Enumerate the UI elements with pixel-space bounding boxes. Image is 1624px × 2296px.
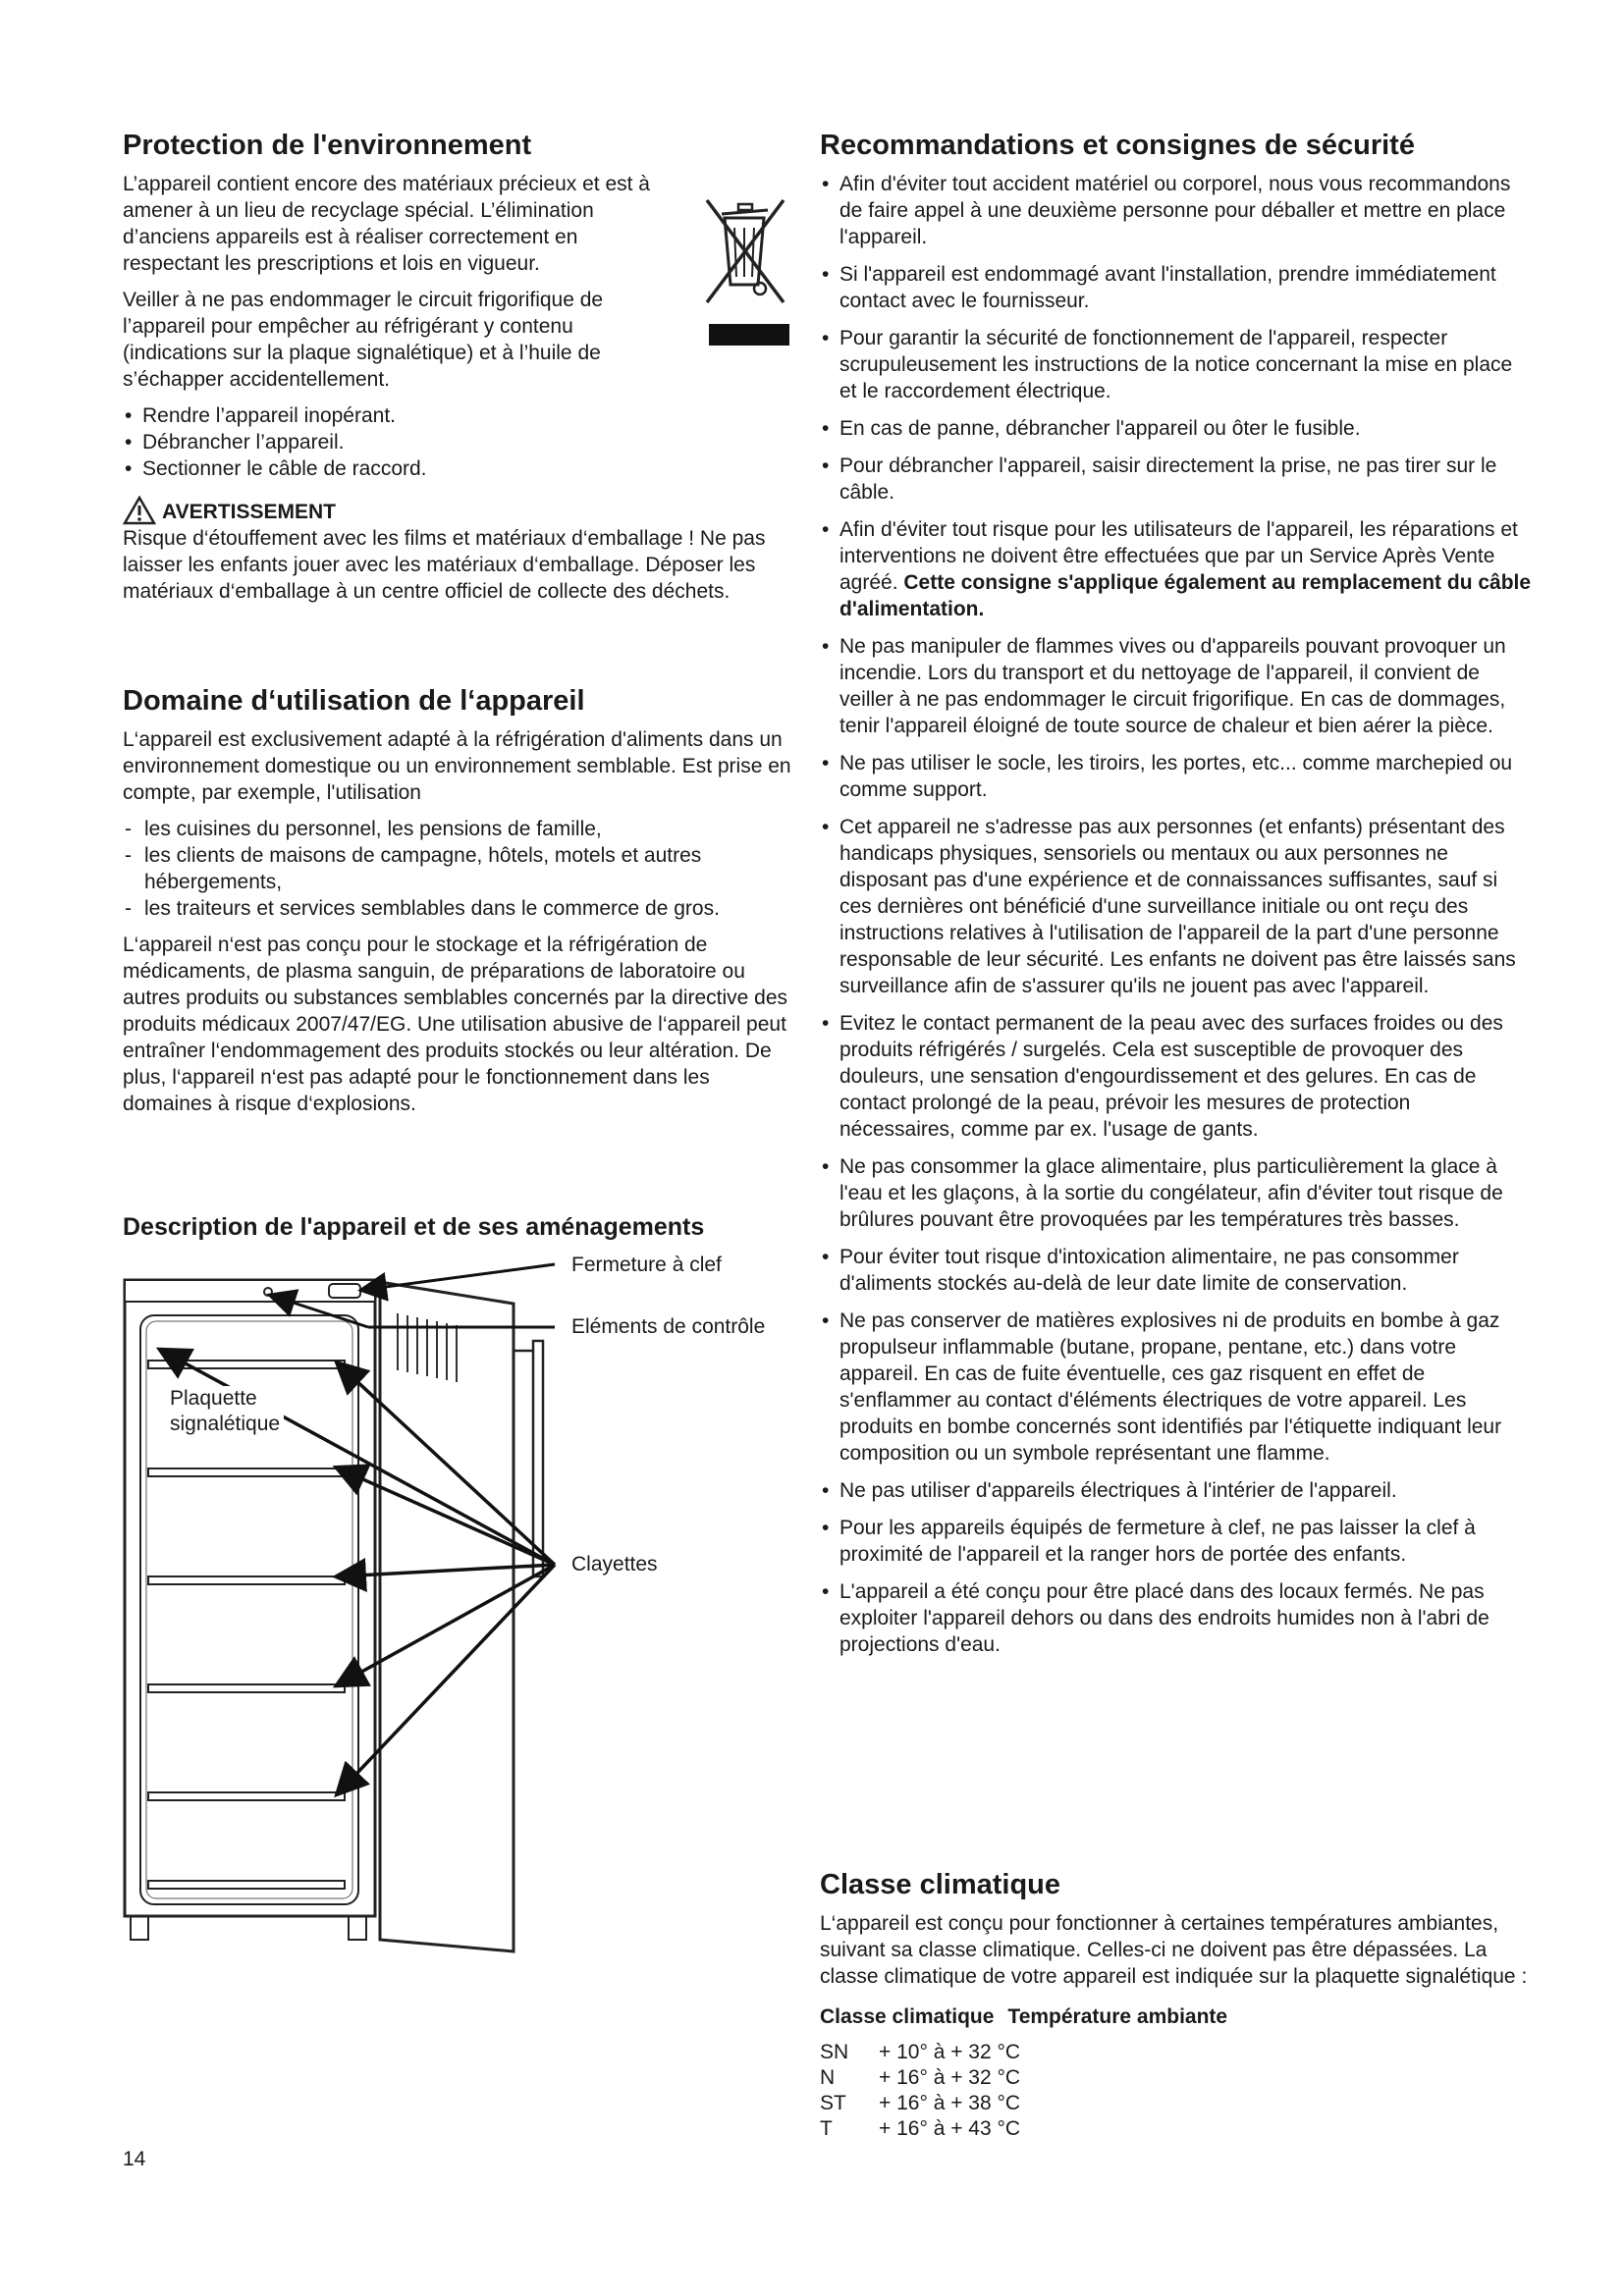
label-controls: Eléments de contrôle <box>571 1315 766 1338</box>
list-item: • Ne pas conserver de matières explosives ni de produits en bombe à gaz propulseur inflammable (butane, propane, pentane, etc.) dans votre appareil. En cas de fuite éventuelle, ces gaz risquent en effet de s'enflammer au contact d'éléments électriques de votre appareil. Les produits en bombe concernés sont identifiés par l'étiquette indiquant leur composition ou un symbole représentant une flamme. <box>820 1308 1532 1467</box>
list-item: • Ne pas manipuler de flammes vives ou d'appareils pouvant provoquer un incendie. Lors du transport et du nettoyage de l'appareil, il convient de veiller à ne pas endommager le circuit frigorifique. En cas de dommages, tenir l'appareil éloigné de toute source de chaleur et bien aérer la pièce. <box>820 633 1532 739</box>
list-item: • Afin d'éviter tout accident matériel ou corporel, nous vous recommandons de faire appel à une deuxième personne pour déballer et mettre en place l'appareil. <box>820 171 1532 250</box>
label-rating-plate <box>166 1386 284 1437</box>
list-item: • Cet appareil ne s'adresse pas aux personnes (et enfants) présentant des handicaps physiques, sensoriels ou mentaux ou aux personnes ne disposant pas d'une expérience et de connaissances suffisantes, sauf si ces dernières ont bénéficié d'une surveillance initiale ou ont reçu des instructions relatives à l'utilisation de l'appareil de la part d'une personne responsable de leur sécurité. Les enfants ne doivent pas être laissés sans surveillance afin de s'assurer qu'ils ne jouent pas avec l'appareil. <box>820 814 1532 999</box>
list-item: • Pour débrancher l'appareil, saisir directement la prise, ne pas tirer sur le câble. <box>820 453 1532 506</box>
climate-section <box>820 1867 1532 2142</box>
environment-bullet-list <box>123 402 800 482</box>
climate-range: + 16° à + 32 °C <box>879 2066 1021 2089</box>
climate-range: + 16° à + 43 °C <box>879 2117 1021 2140</box>
list-item: • Pour les appareils équipés de fermeture à clef, ne pas laisser la clef à proximité de l'appareil et la ranger hors de portée des enfants. <box>820 1515 1532 1568</box>
safety-list <box>820 171 1532 1658</box>
climate-class: ST <box>820 2092 846 2114</box>
usage-dash-list <box>123 816 800 922</box>
usage-para-2: L‘appareil n‘est pas conçu pour le stockage et la réfrigération de médicaments, de plasma sanguin, de préparations de laboratoire ou autres produits ou substances semblables concernés par la directive des produits médicaux 2007/47/EG. Une utilisation abusive de l‘appareil peut entraîner l‘endommagement des produits stockés ou leur altération. De plus, l‘appareil n‘est pas adapté pour le fonctionnement dans les domaines à risque d‘explosions. <box>123 934 788 1115</box>
list-item: • Si l'appareil est endommagé avant l'installation, prendre immédiatement contact avec le fournisseur. <box>820 261 1532 314</box>
usage-title: Domaine d‘utilisation de l‘appareil <box>123 685 585 717</box>
list-item: • Ne pas utiliser le socle, les tiroirs, les portes, etc... comme marchepied ou comme support. <box>820 750 1532 803</box>
label-lock: Fermeture à clef <box>571 1254 722 1276</box>
climate-class: T <box>820 2117 833 2140</box>
list-item: • L'appareil a été conçu pour être placé dans des locaux fermés. Ne pas exploiter l'appareil dehors ou dans des endroits humides non à l'abri de projections d'eau. <box>820 1578 1532 1658</box>
climate-class: SN <box>820 2041 849 2063</box>
environment-para-1: L’appareil contient encore des matériaux précieux et est à amener à un lieu de recyclage spécial. L’élimination d’anciens appareils est à réaliser correctement en respectant les prescriptions et lois en vigueur. <box>123 173 650 275</box>
page-number: 14 <box>123 2148 146 2170</box>
appliance-drawing <box>123 1253 800 1999</box>
warning-triangle-icon <box>123 496 156 525</box>
environment-text <box>123 171 673 393</box>
climate-col-class: Classe climatique <box>820 2005 995 2028</box>
label-rating-plate-line-2: signalétique <box>170 1413 281 1435</box>
table-row <box>820 2065 1020 2091</box>
warning-title: AVERTISSEMENT <box>162 501 336 523</box>
climate-col-temp: Température ambiante <box>1007 2005 1228 2028</box>
warning-header <box>123 496 800 525</box>
right-column <box>820 128 1532 2140</box>
label-rating-plate-line-1: Plaquette <box>170 1387 257 1410</box>
description-title: Description de l'appareil et de ses aménagements <box>123 1213 705 1241</box>
left-column <box>123 128 800 1999</box>
climate-class: N <box>820 2066 836 2089</box>
list-item: - les traiteurs et services semblables dans le commerce de gros. <box>123 895 800 922</box>
list-item: • Sectionner le câble de raccord. <box>123 455 800 482</box>
list-item-bold: Cette consigne s'applique également au remplacement du câble d'alimentation. <box>839 571 1532 620</box>
list-item: • Débrancher l’appareil. <box>123 429 800 455</box>
climate-range: + 16° à + 38 °C <box>879 2092 1021 2114</box>
safety-section <box>820 128 1532 1658</box>
warning-text <box>123 525 800 605</box>
warning-paragraph: Risque d‘étouffement avec les films et matériaux d‘emballage ! Ne pas laisser les enfants jouer avec les matériaux d‘emballage. Déposer les matériaux d‘emballage à un centre officiel de collecte des déchets. <box>123 527 766 603</box>
label-shelves: Clayettes <box>571 1553 658 1575</box>
usage-para-1: L‘appareil est exclusivement adapté à la réfrigération d'aliments dans un environnement domestique ou un environnement semblable. Est prise en compte, par exemple, l'utilisation <box>123 728 791 804</box>
environment-section <box>123 128 800 605</box>
list-item: • Rendre l’appareil inopérant. <box>123 402 800 429</box>
climate-title: Classe climatique <box>820 1869 1060 1900</box>
appliance-diagram <box>123 1253 800 1999</box>
climate-table-header <box>820 2003 1532 2030</box>
climate-para: L‘appareil est conçu pour fonctionner à certaines températures ambiantes, suivant sa classe climatique. Celles-ci ne doivent pas être dépassées. La classe climatique de votre appareil est indiquée sur la plaquette signalétique : <box>820 1912 1528 1988</box>
list-item: - les clients de maisons de campagne, hôtels, motels et autres hébergements, <box>123 842 800 895</box>
list-item: • En cas de panne, débrancher l'appareil ou ôter le fusible. <box>820 415 1532 442</box>
list-item-text: Afin d'éviter tout risque pour les utilisateurs de l'appareil, les réparations et interventions ne doivent être effectuées que par un Service Après Vente agréé. <box>839 518 1518 594</box>
list-item: • Pour éviter tout risque d'intoxication alimentaire, ne pas consommer d'aliments stockés au-delà de leur date limite de conservation. <box>820 1244 1532 1297</box>
description-section <box>123 1211 800 1999</box>
table-row <box>820 2040 1020 2065</box>
list-item: • Ne pas utiliser d'appareils électriques à l'intérier de l'appareil. <box>820 1477 1532 1504</box>
list-item: • Evitez le contact permanent de la peau avec des surfaces froides ou des produits réfrigérés / surgelés. Cela est susceptible de provoquer des douleurs, une sensation d'engourdissement et des gelures. En cas de contact prolongé de la peau, prévoir les mesures de protection nécessaires, comme par ex. l'usage de gants. <box>820 1010 1532 1143</box>
environment-para-2: Veiller à ne pas endommager le circuit frigorifique de l’appareil pour empêcher au réfrigérant y contenu (indications sur la plaque signalétique) et à l’huile de s’échapper accidentellement. <box>123 289 604 391</box>
list-item: • Ne pas consommer la glace alimentaire, plus particulièrement la glace à l'eau et les glaçons, à la sortie du congélateur, afin d'éviter tout risque de brûlures pouvant être provoquées par les températures très basses. <box>820 1153 1532 1233</box>
table-row <box>820 2116 1020 2142</box>
list-item <box>820 516 1532 622</box>
climate-table <box>820 2040 1020 2142</box>
weee-crossed-bin-icon <box>697 187 805 383</box>
safety-title: Recommandations et consignes de sécurité <box>820 130 1415 161</box>
table-row <box>820 2091 1020 2116</box>
usage-section <box>123 683 800 1117</box>
environment-title: Protection de l'environnement <box>123 130 532 161</box>
list-item: - les cuisines du personnel, les pensions de famille, <box>123 816 800 842</box>
climate-range: + 10° à + 32 °C <box>879 2041 1021 2063</box>
list-item: • Pour garantir la sécurité de fonctionnement de l'appareil, respecter scrupuleusement les instructions de la notice concernant la mise en place et le raccordement électrique. <box>820 325 1532 404</box>
